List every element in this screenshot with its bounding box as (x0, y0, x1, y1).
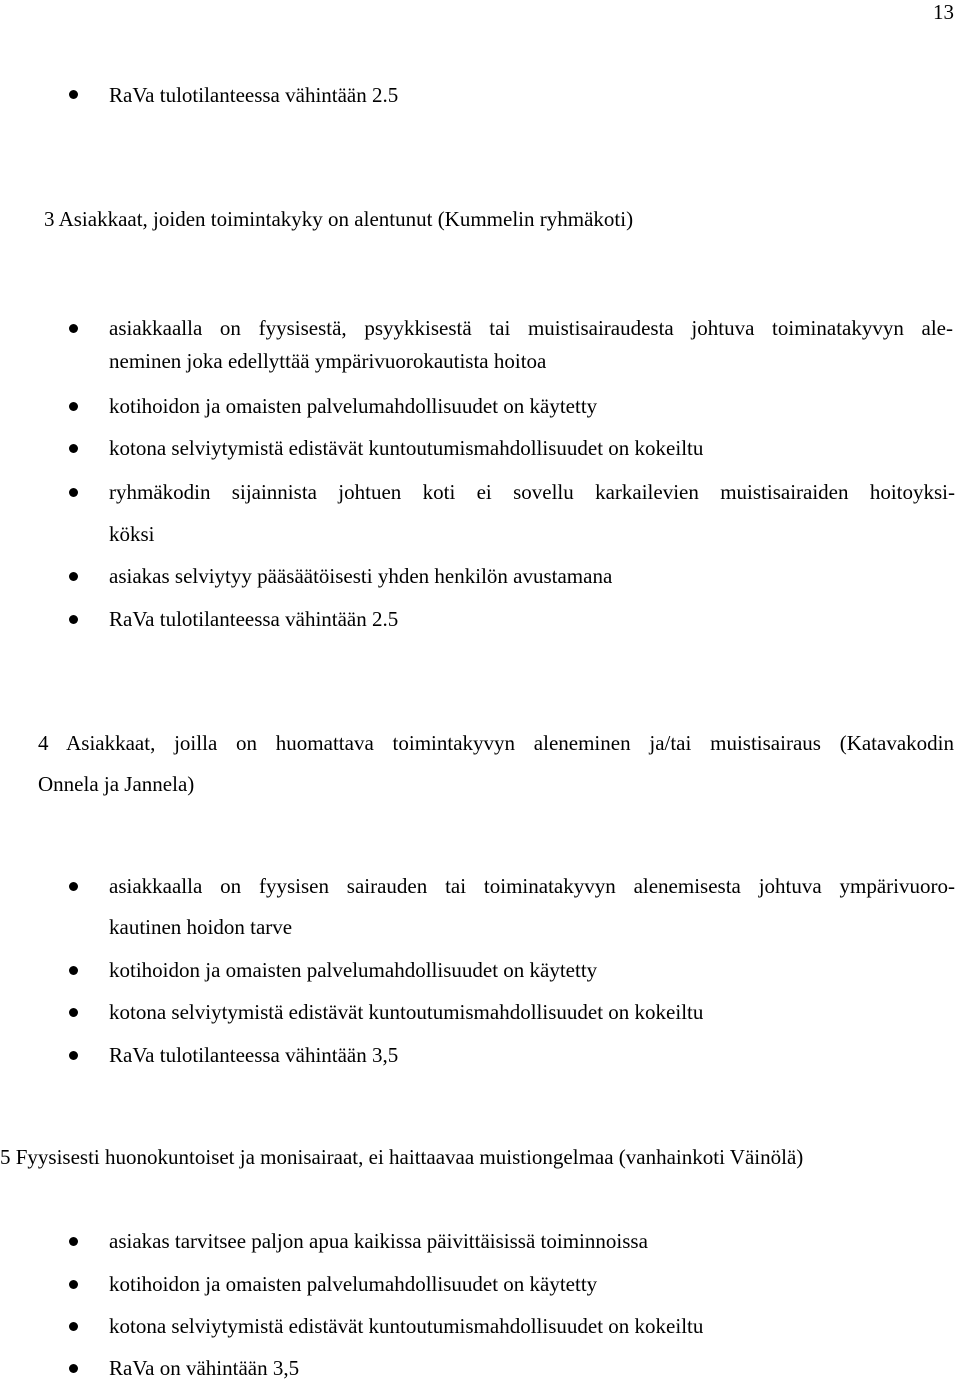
list-item: asiakkaalla on fyysisestä, psyykkisestä tai muistisairaudesta johtuva toiminatakyvyn ale- (109, 316, 953, 340)
list-item: asiakkaalla on fyysisen sairauden tai toiminatakyvyn alenemisesta johtuva ympärivuoro- (109, 874, 955, 898)
list-item: RaVa tulotilanteessa vähintään 2.5 (109, 83, 399, 107)
section-3-heading: 3 Asiakkaat, joiden toimintakyky on alentunut (Kummelin ryhmäkoti) (44, 207, 634, 231)
bullet-icon (69, 90, 78, 99)
bullet-icon (69, 1008, 78, 1017)
bullet-icon (69, 444, 78, 453)
list-item: RaVa tulotilanteessa vähintään 2.5 (109, 607, 399, 631)
bullet-icon (69, 402, 78, 411)
bullet-icon (69, 1051, 78, 1060)
section-5-heading: 5 Fyysisesti huonokuntoiset ja monisairaat, ei haittaavaa muistiongelmaa (vanhainkoti Väinölä) (0, 1145, 804, 1169)
list-item: RaVa on vähintään 3,5 (109, 1356, 300, 1380)
list-item-continuation: neminen joka edellyttää ympärivuorokautista hoitoa (109, 349, 547, 373)
bullet-icon (69, 572, 78, 581)
list-item: kotona selviytymistä edistävät kuntoutumismahdollisuudet on kokeiltu (109, 1314, 704, 1338)
list-item: kotona selviytymistä edistävät kuntoutumismahdollisuudet on kokeiltu (109, 436, 704, 460)
bullet-icon (69, 1322, 78, 1331)
list-item: kotona selviytymistä edistävät kuntoutumismahdollisuudet on kokeiltu (109, 1000, 704, 1024)
bullet-icon (69, 882, 78, 891)
list-item-continuation: kautinen hoidon tarve (109, 915, 293, 939)
section-4-heading-continuation: Onnela ja Jannela) (38, 772, 195, 796)
list-item: asiakas tarvitsee paljon apua kaikissa päivittäisissä toiminnoissa (109, 1229, 648, 1253)
bullet-icon (69, 1364, 78, 1373)
bullet-icon (69, 324, 78, 333)
bullet-icon (69, 1280, 78, 1289)
list-item: kotihoidon ja omaisten palvelumahdollisuudet on käytetty (109, 958, 598, 982)
list-item: asiakas selviytyy pääsäätöisesti yhden henkilön avustamana (109, 564, 613, 588)
bullet-icon (69, 966, 78, 975)
bullet-icon (69, 1237, 78, 1246)
bullet-icon (69, 488, 78, 497)
list-item: kotihoidon ja omaisten palvelumahdollisuudet on käytetty (109, 394, 598, 418)
list-item-continuation: köksi (109, 522, 155, 546)
bullet-icon (69, 615, 78, 624)
list-item: ryhmäkodin sijainnista johtuen koti ei sovellu karkailevien muistisairaiden hoitoyksi- (109, 480, 955, 504)
page-number: 13 (933, 0, 954, 24)
section-4-heading: 4 Asiakkaat, joilla on huomattava toimintakyvyn aleneminen ja/tai muistisairaus (Katavakodin (38, 731, 954, 755)
list-item: RaVa tulotilanteessa vähintään 3,5 (109, 1043, 399, 1067)
list-item: kotihoidon ja omaisten palvelumahdollisuudet on käytetty (109, 1272, 598, 1296)
